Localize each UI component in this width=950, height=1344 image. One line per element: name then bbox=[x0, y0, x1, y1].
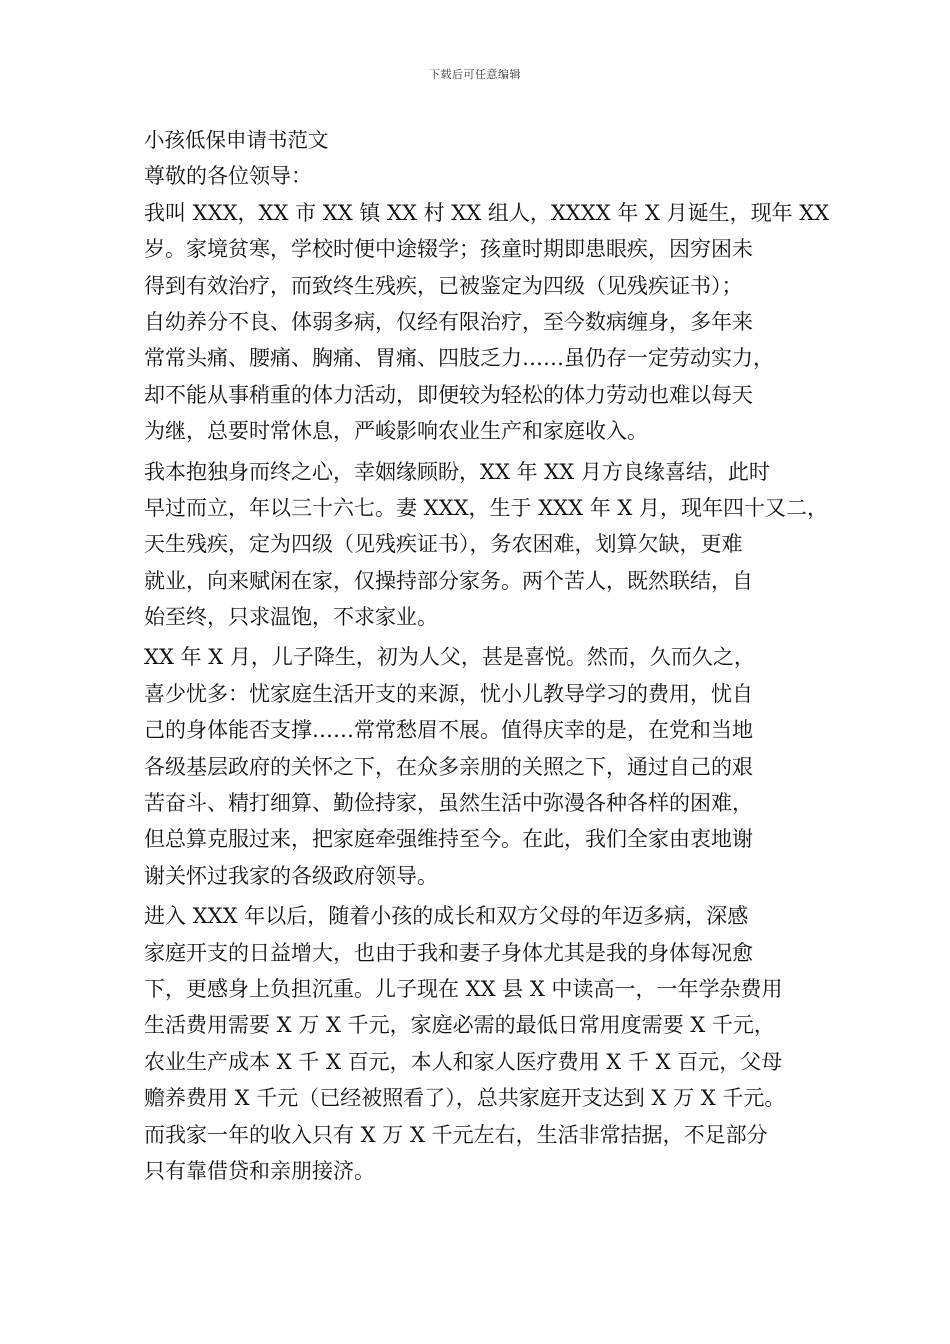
paragraph-line: 常常头痛、腰痛、胸痛、胃痛、四肢乏力……虽仍存一定劳动实力， bbox=[144, 346, 774, 371]
salutation: 尊敬的各位领导： bbox=[144, 164, 312, 189]
paragraph-line: 得到有效治疗，而致终生残疾，已被鉴定为四级（见残疾证书）； bbox=[144, 273, 743, 298]
paragraph-line: 苦奋斗、精打细算、勤俭持家，虽然生活中弥漫各种各样的困难， bbox=[144, 791, 753, 816]
paragraph-line: 家庭开支的日益增大，也由于我和妻子身体尤其是我的身体每况愈 bbox=[144, 940, 753, 965]
document-title: 小孩低保申请书范文 bbox=[144, 128, 329, 152]
paragraph-line: 早过而立，年以三十六七。妻 XXX，生于 XXX 年 X 月，现年四十又二， bbox=[144, 495, 829, 520]
paragraph-line: 自幼养分不良、体弱多病，仅经有限治疗，至今数病缠身，多年来 bbox=[144, 309, 753, 334]
paragraph-4 bbox=[144, 898, 834, 1189]
paragraph-line: 却不能从事稍重的体力活动，即便较为轻松的体力劳动也难以每天 bbox=[144, 382, 753, 407]
paragraph-line: 我叫 XXX，XX 市 XX 镇 XX 村 XX 组人，XXXX 年 X 月诞生，现年 XX bbox=[144, 200, 830, 225]
paragraph-line: 生活费用需要 X 万 X 千元，家庭必需的最低日常用度需要 X 千元， bbox=[144, 1013, 775, 1038]
paragraph-line: 岁。家境贫寒，学校时便中途辍学；孩童时期即患眼疾，因穷困未 bbox=[144, 237, 753, 262]
header-note: 下载后可任意编辑 bbox=[429, 68, 521, 81]
paragraph-line: 为继，总要时常休息，严峻影响农业生产和家庭收入。 bbox=[144, 419, 648, 444]
paragraph-line: 天生残疾，定为四级（见残疾证书），务农困难，划算欠缺，更难 bbox=[144, 532, 743, 557]
paragraph-line: 农业生产成本 X 千 X 百元，本人和家人医疗费用 X 千 X 百元，父母 bbox=[144, 1049, 783, 1074]
paragraph-line: 只有靠借贷和亲朋接济。 bbox=[144, 1158, 375, 1183]
paragraph-1 bbox=[144, 195, 834, 450]
paragraph-line: 我本抱独身而终之心，幸姻缘顾盼，XX 年 XX 月方良缘喜结，此时 bbox=[144, 459, 770, 484]
paragraph-line: 赡养费用 X 千元（已经被照看了），总共家庭开支达到 X 万 X 千元。 bbox=[144, 1086, 786, 1111]
paragraph-line: 但总算克服过来，把家庭牵强维持至今。在此，我们全家由衷地谢 bbox=[144, 827, 753, 852]
paragraph-line: 就业，向来赋闲在家，仅操持部分家务。两个苦人，既然联结，自 bbox=[144, 568, 753, 593]
paragraph-line: 而我家一年的收入只有 X 万 X 千元左右，生活非常拮据，不足部分 bbox=[144, 1122, 768, 1147]
paragraph-line: 喜少忧多：忧家庭生活开支的来源，忧小儿教导学习的费用，忧自 bbox=[144, 681, 753, 706]
paragraph-line: 己的身体能否支撑……常常愁眉不展。值得庆幸的是，在党和当地 bbox=[144, 718, 753, 743]
document-body bbox=[144, 122, 834, 1189]
paragraph-line: 各级基层政府的关怀之下，在众多亲朋的关照之下，通过自己的艰 bbox=[144, 754, 753, 779]
paragraph-2 bbox=[144, 454, 834, 636]
paragraph-line: XX 年 X 月，儿子降生，初为人父，甚是喜悦。然而，久而久之， bbox=[144, 645, 755, 670]
paragraph-3 bbox=[144, 639, 834, 894]
paragraph-line: 进入 XXX 年以后，随着小孩的成长和双方父母的年迈多病，深感 bbox=[144, 904, 749, 929]
paragraph-line: 谢关怀过我家的各级政府领导。 bbox=[144, 863, 438, 888]
paragraph-line: 始至终，只求温饱，不求家业。 bbox=[144, 605, 438, 630]
paragraph-line: 下，更感身上负担沉重。儿子现在 XX 县 X 中读高一，一年学杂费用 bbox=[144, 976, 783, 1001]
